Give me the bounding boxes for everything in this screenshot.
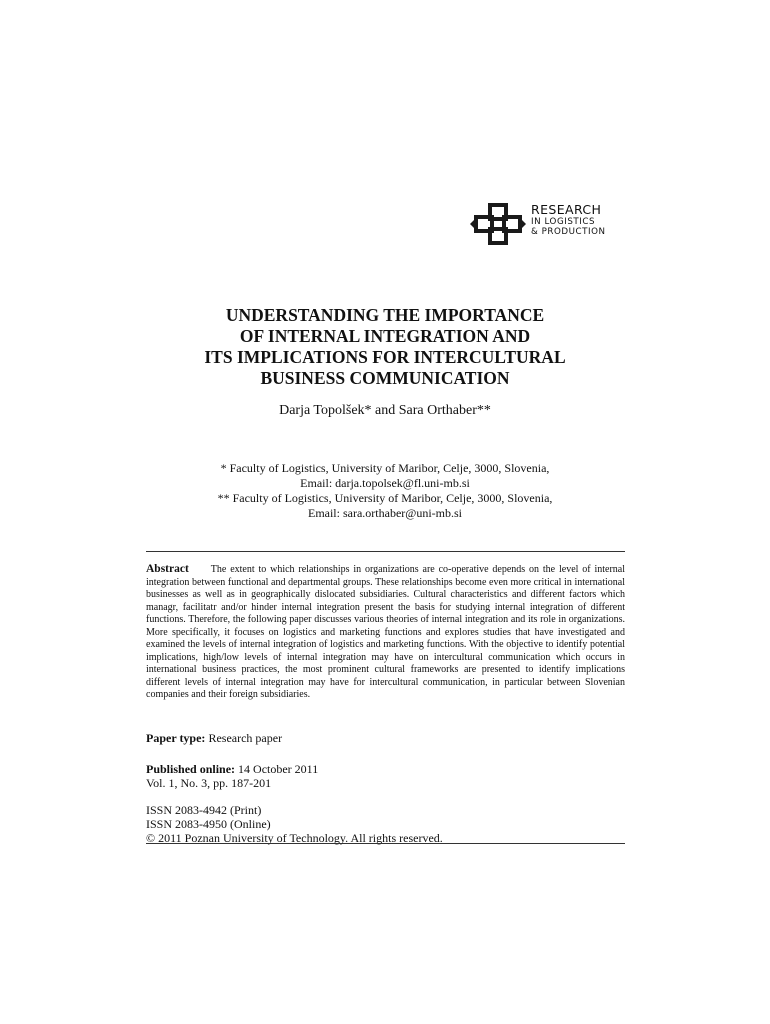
affiliation-1: * Faculty of Logistics, University of Maribor, Celje, 3000, Slovenia,	[220, 461, 550, 475]
affiliation-1-email: Email: darja.topolsek@fl.uni-mb.si	[300, 476, 470, 490]
title-line-2: OF INTERNAL INTEGRATION AND	[239, 326, 531, 346]
affiliations	[0, 461, 770, 521]
abstract-bottom-divider	[146, 843, 625, 844]
title-line-4: BUSINESS COMMUNICATION	[260, 368, 510, 388]
title-line-3: ITS IMPLICATIONS FOR INTERCULTURAL	[204, 347, 566, 367]
chain-cross-logo-icon	[470, 203, 526, 245]
published-online-date: 14 October 2011	[238, 762, 319, 776]
title-line-1: UNDERSTANDING THE IMPORTANCE	[225, 305, 545, 325]
author-list: Darja Topolšek* and Sara Orthaber**	[279, 403, 491, 418]
abstract-label: Abstract	[146, 563, 189, 575]
issn-info	[146, 803, 625, 845]
paper-type	[146, 731, 625, 745]
paper-type-label: Paper type:	[146, 731, 206, 745]
paper-title	[0, 305, 770, 389]
abstract	[146, 563, 625, 702]
publication-info	[146, 762, 625, 790]
logo-line-production: & PRODUCTION	[531, 227, 606, 237]
issn-print: ISSN 2083-4942 (Print)	[146, 803, 262, 817]
affiliation-2-email: Email: sara.orthaber@uni-mb.si	[307, 506, 462, 520]
journal-logo-text	[531, 204, 606, 238]
paper-type-value: Research paper	[208, 731, 283, 745]
issn-online: ISSN 2083-4950 (Online)	[146, 817, 271, 831]
abstract-text: The extent to which relationships in organizations are co-operative depends on the level of internal integration between functional and departmental groups. These relationships become even more critical in international businesses as well as in geographically dislocated subsidiaries. Cultural characteristics and different factors which managr, facilitatr and/or hinder internal integration present the basis for studying internal integration of different functions. Therefore, the following paper discusses various theories of internal integration and its role in organizations. More specifically, it focuses on logistics and marketing functions and explores studies that have investigated and examined the levels of internal integration of logistics and marketing functions. With the objective to identify potential implications, high/low levels of internal integration may have on intercultural communication which occurs in international business practices, the most prominent cultural frameworks are presented to identify implications different levels of internal integration may have for intercultural communication, in particular between Slovenian companies and their foreign subsidiaries.	[146, 564, 625, 700]
journal-logo	[470, 203, 630, 245]
logo-line-in-logistics: IN LOGISTICS	[531, 217, 596, 227]
logo-line-research: RESEARCH	[531, 202, 602, 217]
volume-info: Vol. 1, No. 3, pp. 187-201	[146, 776, 272, 790]
abstract-top-divider	[146, 551, 625, 552]
copyright-notice: © 2011 Poznan University of Technology. All rights reserved.	[146, 831, 443, 845]
published-online-label: Published online:	[146, 762, 236, 776]
affiliation-2: ** Faculty of Logistics, University of Maribor, Celje, 3000, Slovenia,	[217, 491, 553, 505]
